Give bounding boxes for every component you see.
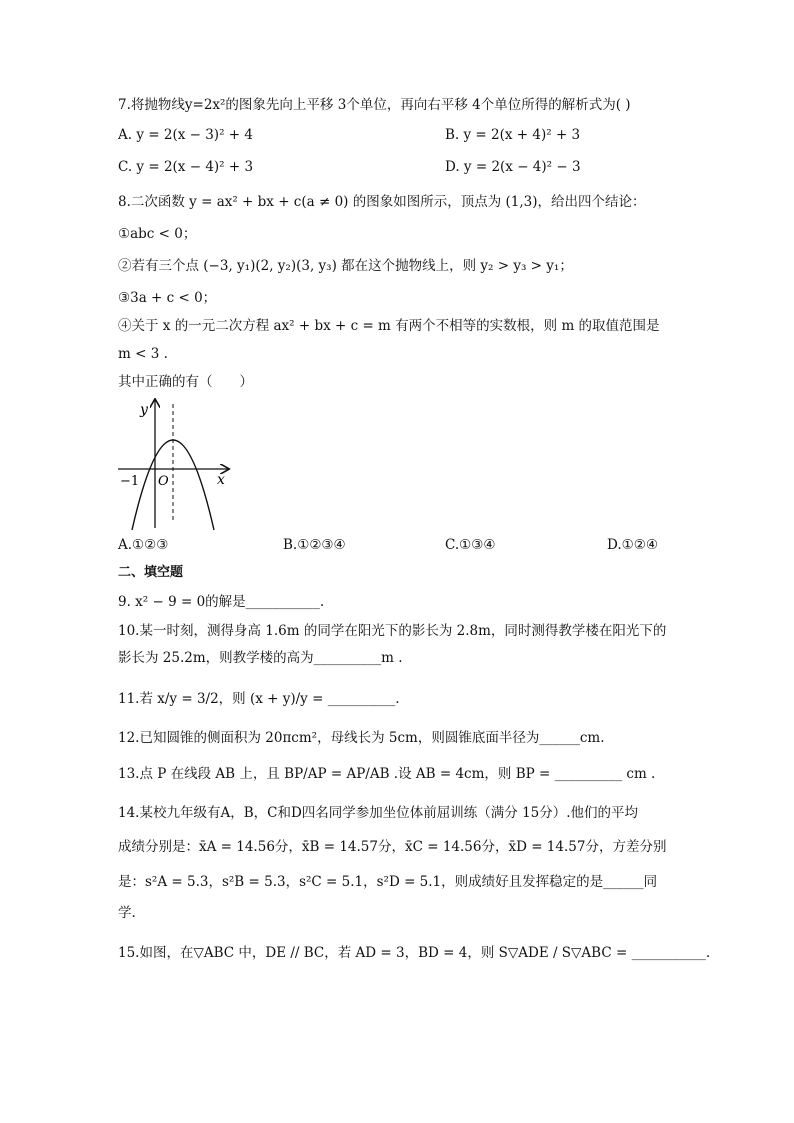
q8-statement-1: ①abc < 0； <box>118 226 197 242</box>
q8-statement-4-cont: m < 3 . <box>118 346 168 362</box>
q8-option-c: C.①③④ <box>445 537 496 553</box>
x-label: x <box>217 472 225 488</box>
q7-option-c: C. y = 2(x − 4)² + 3 <box>118 159 254 175</box>
q8-stem: 8.二次函数 y = ax² + bx + c(a ≠ 0) 的图象如图所示，顶点为 (1,3)，给出四个结论： <box>118 194 646 210</box>
q8-statement-3: ③3a + c < 0； <box>118 290 217 306</box>
origin-label: O <box>158 474 169 489</box>
parabola-graph <box>118 398 238 533</box>
q11: 11.若 x/y = 3/2，则 (x + y)/y = __________. <box>118 691 400 707</box>
q12: 12.已知圆锥的侧面积为 20πcm²，母线长为 5cm，则圆锥底面半径为______cm. <box>118 730 605 746</box>
q8-option-d: D.①②④ <box>607 537 658 553</box>
q7-stem: 7.将抛物线y=2x²的图象先向上平移 3个单位，再向右平移 4个单位所得的解析式为( ) <box>118 97 631 113</box>
q14-line2: 成绩分别是：x̄A = 14.56分，x̄B = 14.57分，x̄C = 14.56分，x̄D = 14.57分，方差分别 <box>118 839 667 855</box>
y-label: y <box>140 402 148 418</box>
section-heading: 二、填空题 <box>118 565 184 580</box>
neg-one-label: −1 <box>120 474 140 489</box>
q8-statement-2: ②若有三个点 (−3, y₁)(2, y₂)(3, y₃) 都在这个抛物线上，则 y₂ > y₃ > y₁； <box>118 258 573 274</box>
q8-question: 其中正确的有（ ） <box>118 374 253 390</box>
q10-line1: 10.某一时刻，测得身高 1.6m 的同学在阳光下的影长为 2.8m，同时测得教学楼在阳光下的 <box>118 623 667 639</box>
q7-option-a: A. y = 2(x − 3)² + 4 <box>118 127 253 143</box>
q13: 13.点 P 在线段 AB 上，且 BP/AP = AP/AB .设 AB = 4cm，则 BP = __________ cm . <box>118 766 656 782</box>
q8-statement-4: ④关于 x 的一元二次方程 ax² + bx + c = m 有两个不相等的实数根，则 m 的取值范围是 <box>118 318 660 334</box>
q9: 9. x² − 9 = 0的解是___________. <box>118 594 325 610</box>
q14-line3: 是：s²A = 5.3，s²B = 5.3，s²C = 5.1，s²D = 5.1，则成绩好且发挥稳定的是______同 <box>118 874 658 890</box>
q7-option-b: B. y = 2(x + 4)² + 3 <box>445 127 581 143</box>
q14-line1: 14.某校九年级有A，B，C和D四名同学参加坐位体前屈训练（满分 15分）.他们的平均 <box>118 805 639 821</box>
q14-line4: 学. <box>118 905 136 921</box>
q7-option-d: D. y = 2(x − 4)² − 3 <box>445 159 581 175</box>
q15: 15.如图，在▽ABC 中，DE // BC，若 AD = 3，BD = 4，则 S▽ADE / S▽ABC = ___________. <box>118 945 711 961</box>
q8-option-b: B.①②③④ <box>283 537 346 553</box>
q10-line2: 影长为 25.2m，则教学楼的高为__________m . <box>118 650 403 666</box>
q8-option-a: A.①②③ <box>118 537 169 553</box>
